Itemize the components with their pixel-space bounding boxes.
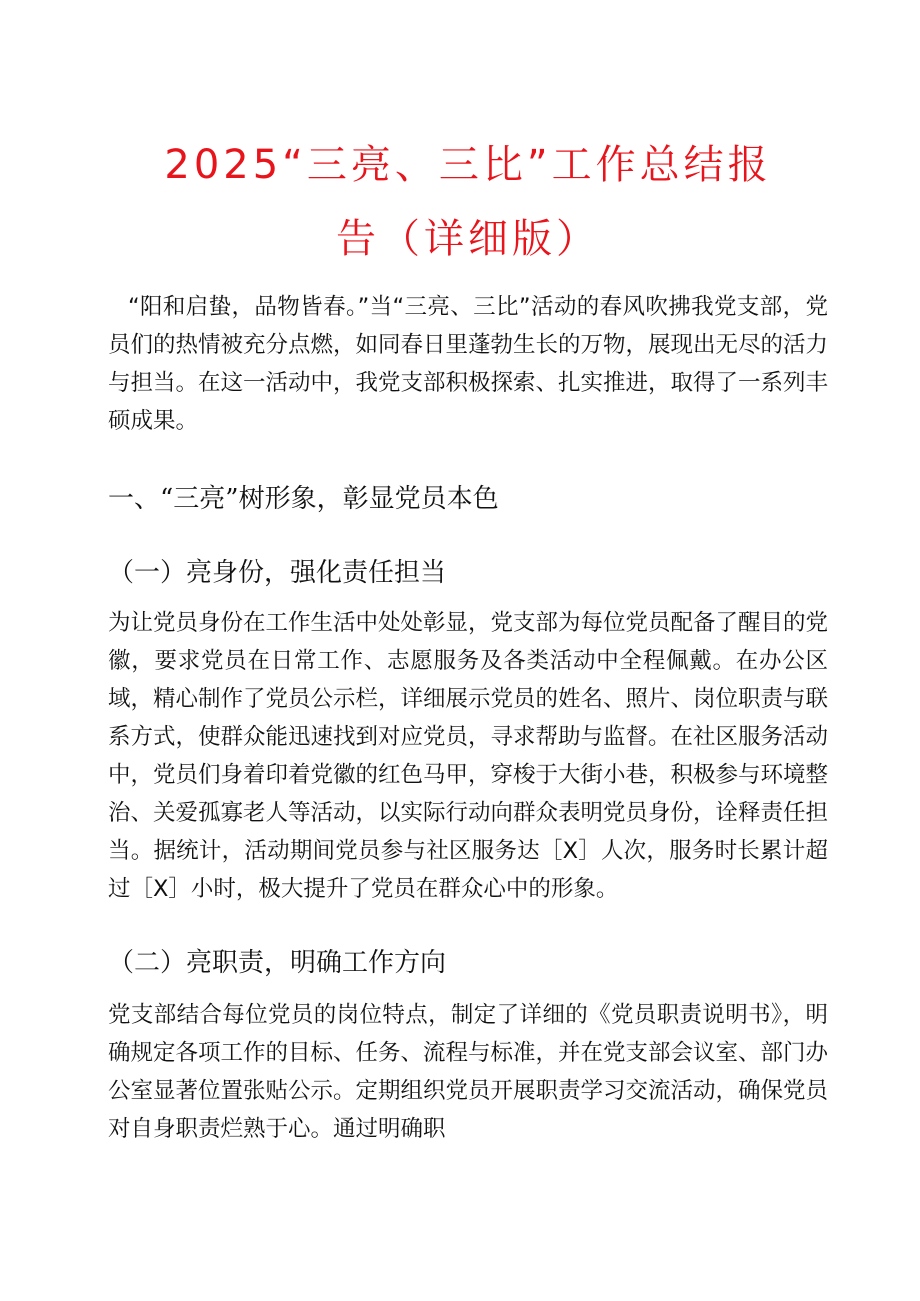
subsection-1-body: 为让党员身份在工作生活中处处彰显，党支部为每位党员配备了醒目的党徽，要求党员在日常工作、志愿服务及各类活动中全程佩戴。在办公区域，精心制作了党员公示栏，详细展示党员的姓名、照片、岗位职责与联系方式，使群众能迅速找到对应党员，寻求帮助与监督。在社区服务活动中，党员们身着印着党徽的红色马甲，穿梭于大街小巷，积极参与环境整治、关爱孤寡老人等活动，以实际行动向群众表明党员身份，诠释责任担当。据统计，活动期间党员参与社区服务达［X］人次，服务时长累计超过［X］小时，极大提升了党员在群众心中的形象。 [108,610,829,902]
title-line-2: 告（详细版） [336,216,600,262]
subsection-2-heading: （二）亮职责，明确工作方向 [108,948,447,978]
document-title [88,128,848,276]
title-line-1: 2025“三亮、三比”工作总结报 [164,142,772,188]
subsection-1-heading: （一）亮身份，强化责任担当 [108,558,447,588]
section-1-heading: 一、“三亮”树形象，彰显党员本色 [108,484,499,514]
intro-paragraph: “阳和启蛰，品物皆春。”当“三亮、三比”活动的春风吹拂我党支部，党员们的热情被充分点燃，如同春日里蓬勃生长的万物，展现出无尽的活力与担当。在这一活动中，我党支部积极探索、扎实推进，取得了一系列丰硕成果。 [108,294,829,434]
subsection-2-body: 党支部结合每位党员的岗位特点，制定了详细的《党员职责说明书》，明确规定各项工作的目标、任务、流程与标准，并在党支部会议室、部门办公室显著位置张贴公示。定期组织党员开展职责学习交流活动，确保党员对自身职责烂熟于心。通过明确职 [108,1002,829,1142]
